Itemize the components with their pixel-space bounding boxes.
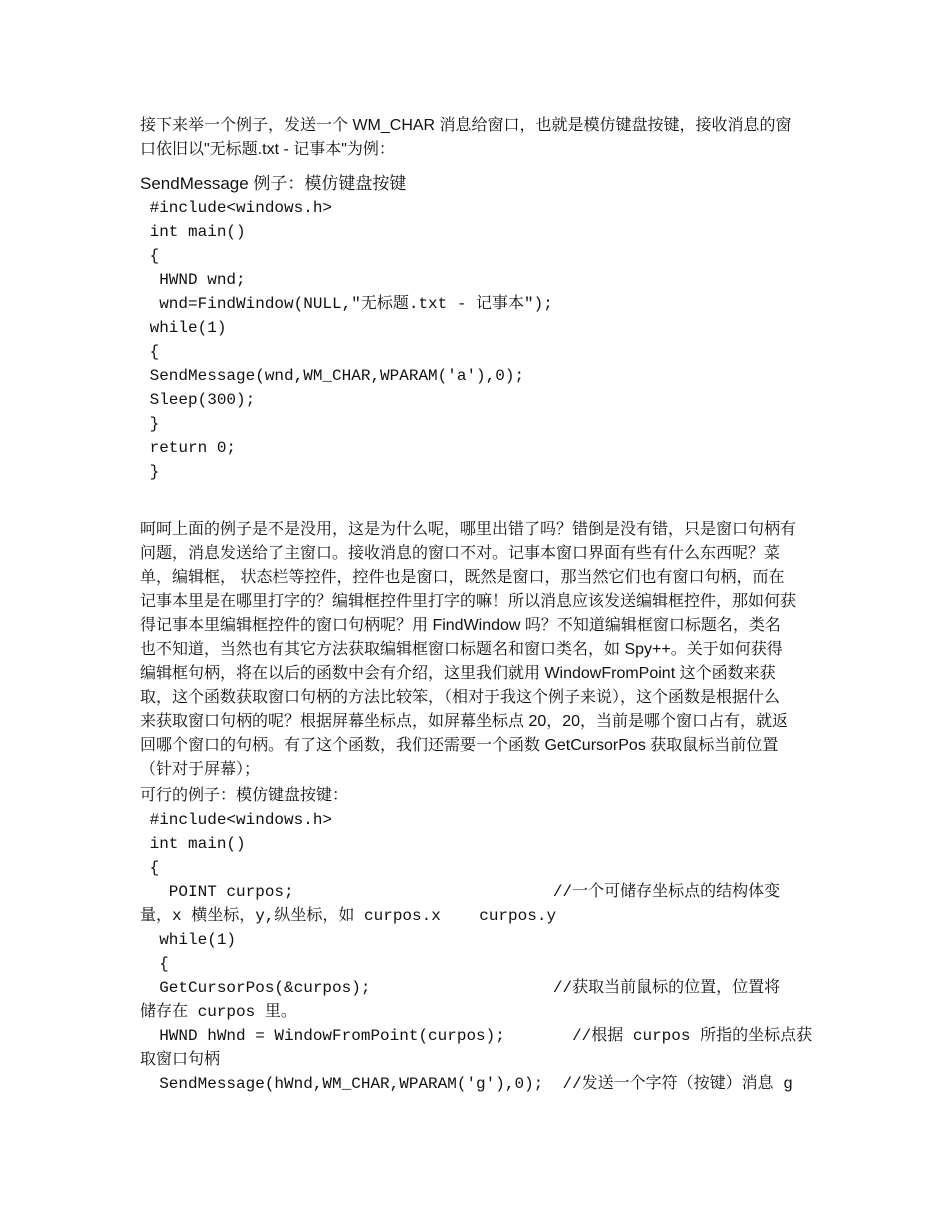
code-line: { — [140, 955, 169, 973]
code-line: GetCursorPos(&curpos); //获取当前鼠标的位置，位置将 — [140, 979, 781, 997]
code-line: { — [140, 247, 160, 265]
code-line: while(1) — [140, 319, 227, 337]
code-line: HWND wnd; — [140, 271, 246, 289]
explanation-line: 得记事本里编辑框控件的窗口句柄呢？用 FindWindow 吗？不知道编辑框窗口标题名，类名 — [140, 617, 781, 634]
example1-heading: SendMessage 例子：模仿键盘按键 — [140, 174, 407, 193]
code-line: POINT curpos; //一个可储存坐标点的结构体变 — [140, 883, 781, 901]
intro-line: 口依旧以"无标题.txt - 记事本"为例： — [140, 141, 395, 158]
explanation-line: 问题，消息发送给了主窗口。接收消息的窗口不对。记事本窗口界面有些有什么东西呢？菜 — [140, 545, 781, 562]
code-line: HWND hWnd = WindowFromPoint(curpos); //根据 curpos 所指的坐标点获 — [140, 1027, 813, 1045]
explanation-line: 记事本里是在哪里打字的？编辑框控件里打字的嘛！所以消息应该发送编辑框控件，那如何获 — [140, 593, 797, 610]
example2-heading: 可行的例子：模仿键盘按键： — [140, 787, 349, 804]
explanation-line: 来获取窗口句柄的呢？根据屏幕坐标点，如屏幕坐标点 20，20，当前是哪个窗口占有，就返 — [140, 713, 789, 730]
explanation-line: 编辑框句柄，将在以后的函数中会有介绍，这里我们就用 WindowFromPoint 这个函数来获 — [140, 665, 776, 682]
code-line: wnd=FindWindow(NULL,"无标题.txt - 记事本"); — [140, 295, 553, 313]
code-line: } — [140, 415, 160, 433]
code-line: 量，x 横坐标，y,纵坐标，如 curpos.x curpos.y — [140, 907, 557, 925]
explanation-line: （针对于屏幕）； — [140, 761, 261, 778]
code-line: { — [140, 859, 160, 877]
code-line: SendMessage(hWnd,WM_CHAR,WPARAM('g'),0); //发送一个字符（按键）消息 g — [140, 1075, 793, 1093]
code-line: Sleep(300); — [140, 391, 256, 409]
explanation-line: 单，编辑框， 状态栏等控件，控件也是窗口，既然是窗口，那当然它们也有窗口句柄，而在 — [140, 569, 785, 586]
explanation-line: 呵呵上面的例子是不是没用，这是为什么呢，哪里出错了吗？错倒是没有错，只是窗口句柄有 — [140, 521, 797, 538]
code-line: 储存在 curpos 里。 — [140, 1003, 297, 1021]
explanation-line: 取，这个函数获取窗口句柄的方法比较笨，（相对于我这个例子来说），这个函数是根据什么 — [140, 689, 781, 706]
code-line: SendMessage(wnd,WM_CHAR,WPARAM('a'),0); — [140, 367, 525, 385]
code-line: return 0; — [140, 439, 237, 457]
code-line: while(1) — [140, 931, 237, 949]
code-line: #include<windows.h> — [140, 199, 333, 217]
explanation-line: 也不知道，当然也有其它方法获取编辑框窗口标题名和窗口类名，如 Spy++。关于如何获得 — [140, 641, 783, 658]
explanation-line: 回哪个窗口的句柄。有了这个函数，我们还需要一个函数 GetCursorPos 获取鼠标当前位置 — [140, 737, 779, 754]
code-line: 取窗口句柄 — [140, 1051, 221, 1069]
code-line: } — [140, 463, 160, 481]
intro-line: 接下来举一个例子，发送一个 WM_CHAR 消息给窗口，也就是模仿键盘按键，接收消息的窗 — [140, 117, 792, 134]
code-line: int main() — [140, 835, 246, 853]
code-line: #include<windows.h> — [140, 811, 333, 829]
code-line: { — [140, 343, 160, 361]
code-line: int main() — [140, 223, 246, 241]
